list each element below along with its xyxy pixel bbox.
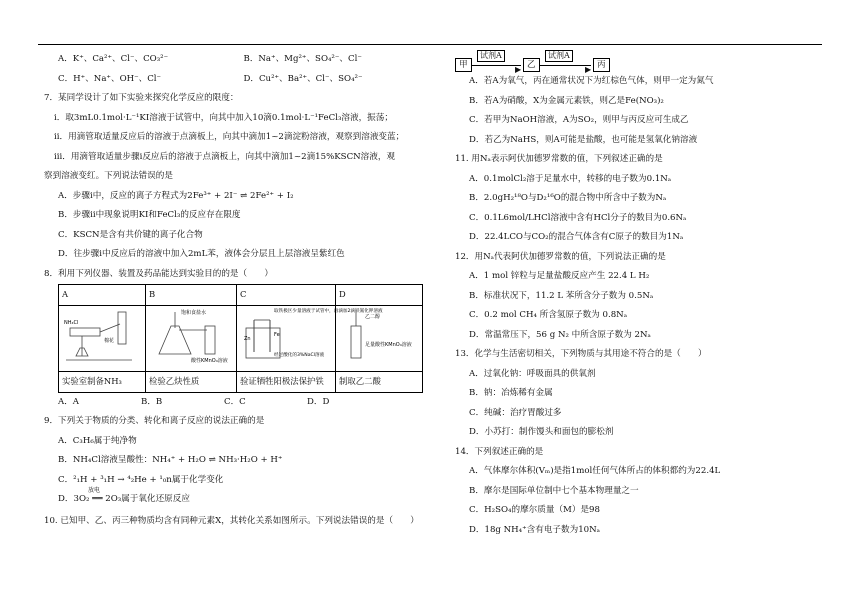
q12-stem: 12．用Nₐ代表阿伏加德罗常数的值，下列说法正确的是: [455, 251, 666, 262]
q9-discharge-label: 放电: [88, 487, 101, 494]
q8-option-b: B．B: [141, 396, 163, 407]
q8-header-b: B: [146, 285, 237, 306]
chain-node-2: 乙: [523, 58, 540, 72]
q13-option-a: A．过氧化钠：呼吸面具的供氧剂: [469, 368, 596, 379]
q6-option-c: C．H⁺、Na⁺、OH⁻、Cl⁻: [58, 73, 162, 84]
q11-option-c: C．0.1L6mol/LHCl溶液中含有HCl分子的数目为0.6Nₐ: [469, 212, 687, 223]
q10-stem: 10. 已知甲、乙、丙三种物质均含有同种元素X，其转化关系如图所示。下列说法错误的是（ ）: [44, 515, 419, 526]
q7-step-3: ⅲ．用滴管取适量步骤ⅰ反应后的溶液于点滴板上，向其中滴加1~2滴15%KSCN溶液，观: [54, 151, 396, 162]
left-column: [44, 50, 429, 531]
q8-stem: 8．利用下列仪器、装置及药品能达到实验目的的是（ ）: [44, 268, 273, 279]
right-column: [455, 50, 830, 540]
q7-option-d: D．往步骤ⅰ中反应后的溶液中加入2mL苯，液体会分层且上层溶液呈紫红色: [58, 249, 345, 259]
q10-chain-diagram: [455, 50, 830, 72]
q8-header-c: C: [237, 285, 336, 306]
chain-node-3: 丙: [593, 58, 610, 72]
q6-option-a: A．K⁺、Ca²⁺、Cl⁻、CO₃²⁻: [58, 54, 169, 64]
q7-tail: 察到溶液变红。下列说法错误的是: [44, 171, 173, 181]
q9-option-c: C．²₁H + ³₁H → ⁴₂He + ¹₀n属于化学变化: [58, 474, 224, 485]
acetylene-apparatus-image: [149, 306, 233, 364]
chain-reagent-1: 试剂A: [477, 50, 505, 62]
q7-option-a: A．步骤ⅰ中，反应的离子方程式为2Fe³⁺ + 2I⁻ ⇌ 2Fe²⁺ + I₂: [58, 190, 294, 201]
q11-option-d: D．22.4LCO与CO₂的混合气体含有C原子的数目为1Nₐ: [469, 232, 684, 242]
q12-option-b: B．标准状况下，11.2 L 苯所含分子数为 0.5Nₐ: [469, 290, 654, 301]
q7-option-b: B．步骤ⅱ中现象说明KI和FeCl₃的反应存在限度: [58, 210, 241, 220]
label-nacl: 经过酸化的3%NaCl溶液: [274, 352, 325, 358]
q8-apparatus-d: [336, 305, 423, 372]
q8-apparatus-b: [146, 305, 237, 372]
chain-arrowhead-2: ▶: [585, 65, 592, 74]
q7-step-2: ⅱ．用滴管取适量反应后的溶液于点滴板上，向其中滴加1~2滴淀粉溶液，观察到溶液变蓝；: [54, 132, 405, 142]
q7-option-c: C．KSCN是含有共价键的离子化合物: [58, 229, 203, 240]
q8-header-d: D: [336, 285, 423, 306]
q10-option-a: A．若A为氧气，丙在通常状况下为红棕色气体，则甲一定为氮气: [469, 76, 714, 86]
q10-option-b: B．若A为硝酸，X为金属元素铁，则乙是Fe(NO₃)₂: [469, 95, 664, 106]
label-glycol: 乙二醇: [365, 313, 381, 320]
q11-option-a: A．0.1molCl₂溶于足量水中，转移的电子数为0.1Nₐ: [469, 173, 672, 184]
q10-option-d: D．若乙为NaHS，则A可能是盐酸，也可能是氢氧化钠溶液: [469, 134, 698, 145]
q13-option-b: B．钠：冶炼稀有金属: [469, 388, 553, 398]
q7-step-1: ⅰ．取3mL0.1mol·L⁻¹KI溶液于试管中，向其中加入10滴0.1mol·L⁻¹FeCl₃溶液，振荡；: [54, 112, 393, 123]
q8-caption-a: 实验室制备NH₃: [59, 372, 146, 393]
chain-node-1: 甲: [455, 58, 472, 72]
q6-options-row-2: [44, 70, 429, 90]
ammonia-apparatus-image: [62, 306, 142, 364]
q12-option-a: A．1 mol 锌粒与足量盐酸反应产生 22.4 L H₂: [469, 271, 650, 281]
q6-option-b: B．Na⁺、Mg²⁺、SO₄²⁻、Cl⁻: [243, 54, 362, 64]
q11-option-b: B．2.0gH₂¹⁸O与D₂¹⁶O的混合物中所含中子数为Nₐ: [469, 193, 667, 203]
q14-option-d: D．18g NH₄⁺含有电子数为10Nₐ: [469, 524, 600, 535]
label-nh4cl: NH₄Cl: [64, 319, 79, 326]
q9-option-d: D．3O₂ ══ 2O₃属于氧化还原反应: [58, 494, 190, 504]
q8-option-a: A．A: [58, 396, 80, 407]
q13-option-c: C．纯碱：治疗胃酸过多: [469, 407, 562, 418]
q10-option-c: C．若甲为NaOH溶液，A为SO₂，则甲与丙反应可生成乙: [469, 115, 689, 125]
chain-arrowhead-1: ▶: [515, 65, 522, 74]
label-brine: 饱和食盐水: [181, 309, 207, 316]
q14-stem: 14．下列叙述正确的是: [455, 446, 544, 457]
q9-stem: 9．下列关于物质的分类、转化和离子反应的说法正确的是: [44, 416, 265, 426]
q14-option-b: B．摩尔是国际单位制中七个基本物理量之一: [469, 485, 639, 496]
label-tip-c: 取铁极区少量溶液于试管中，再滴加2滴铁氰化钾溶液: [274, 308, 383, 314]
q14-option-a: A．气体摩尔体积(Vₘ)是指1mol任何气体所占的体积都约为22.4L: [469, 466, 721, 476]
header-rule: [38, 44, 822, 45]
label-cotton: 棉花: [104, 337, 115, 344]
label-kmno4-d: 足量酸性KMnO₄溶液: [365, 341, 412, 348]
q8-option-d: D．D: [307, 396, 330, 407]
q8-header-a: A: [59, 285, 146, 306]
oxalic-acid-apparatus-image: [339, 306, 419, 364]
q6-options-row-1: [44, 50, 429, 70]
label-kmno4-b: 酸性KMnO₄溶液: [191, 357, 228, 364]
q8-table: [58, 284, 423, 393]
q8-apparatus-a: [59, 305, 146, 372]
q9-option-b: B．NH₄Cl溶液呈酸性：NH₄⁺ + H₂O ⇌ NH₃·H₂O + H⁺: [58, 455, 283, 465]
q9-option-d-wrap: [44, 487, 429, 510]
chain-arrow-line-2: [539, 65, 591, 66]
q11-stem: 11. 用Nₐ表示阿伏加德罗常数的值，下列叙述正确的是: [455, 154, 663, 164]
label-fe: Fe: [274, 331, 280, 338]
q8-options: [44, 393, 429, 413]
q13-stem: 13．化学与生活密切相关，下列物质与其用途不符合的是（ ）: [455, 349, 707, 359]
chain-reagent-2: 试剂A: [545, 50, 573, 62]
q12-option-d: D．常温常压下，56 g N₂ 中所含原子数为 2Nₐ: [469, 329, 651, 340]
label-zn: Zn: [244, 335, 251, 342]
q7-stem: 7．某同学设计了如下实验来探究化学反应的限度：: [44, 93, 239, 103]
q12-option-c: C．0.2 mol CH₄ 所含氢原子数为 0.8Nₐ: [469, 310, 628, 320]
q8-caption-d: 制取乙二酸: [336, 372, 423, 393]
q6-option-d: D．Cu²⁺、Ba²⁺、Cl⁻、SO₄²⁻: [243, 73, 363, 84]
q13-option-d: D．小苏打：制作馒头和面包的膨松剂: [469, 427, 614, 437]
q9-option-a: A．C₃H₆属于纯净物: [58, 435, 137, 446]
q8-caption-c: 验证牺牲阳极法保护铁: [237, 372, 336, 393]
q14-option-c: C．H₂SO₄的摩尔质量（M）是98: [469, 505, 600, 515]
chain-arrow-line-1: [471, 65, 521, 66]
q8-option-c: C．C: [224, 396, 246, 407]
q8-caption-b: 检验乙炔性质: [146, 372, 237, 393]
